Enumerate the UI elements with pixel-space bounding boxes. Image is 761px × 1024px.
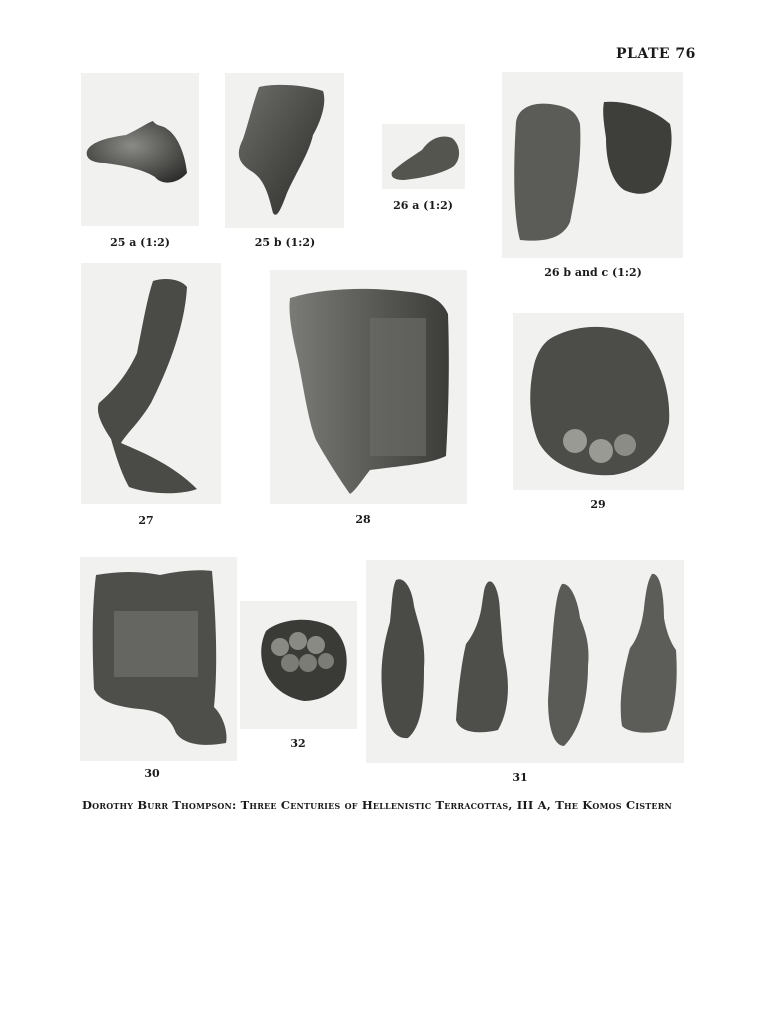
author-name: Dorothy Burr Thompson: <box>82 798 237 812</box>
grape-cluster-fragment-image <box>240 601 357 729</box>
figure-25b-photo <box>225 73 344 228</box>
figure-25a-caption: 25 a (1:2) <box>110 236 170 249</box>
horse-head-fragment-image <box>81 73 199 226</box>
two-fragments-image <box>502 72 683 258</box>
figure-25a-photo <box>81 73 199 226</box>
figure-31-photo <box>366 560 684 763</box>
figure-28-photo <box>270 270 467 504</box>
figure-26bc-photo <box>502 72 683 258</box>
plate-credit-line <box>82 798 692 812</box>
block-fragment-image <box>80 557 237 761</box>
figure-26a-caption: 26 a (1:2) <box>393 199 453 212</box>
figure-31-caption: 31 <box>512 771 528 784</box>
figure-32-caption: 32 <box>290 737 306 750</box>
relief-slab-fragment-image <box>270 270 467 504</box>
figure-30-caption: 30 <box>144 767 160 780</box>
oval-mould-fragment-image <box>513 313 684 490</box>
figure-26a-photo <box>382 124 465 189</box>
figure-26bc-caption: 26 b and c (1:2) <box>544 266 642 279</box>
figure-29-caption: 29 <box>590 498 606 511</box>
figure-25b-caption: 25 b (1:2) <box>254 236 316 249</box>
publication-title: Three Centuries of Hellenistic Terracottas, III A, The Komos Cistern <box>240 798 673 812</box>
figure-27-caption: 27 <box>138 514 154 527</box>
relief-fragment-image <box>225 73 344 228</box>
figure-27-photo <box>81 263 221 504</box>
animal-head-fragment-image <box>382 124 465 189</box>
figure-32-photo <box>240 601 357 729</box>
figure-29-photo <box>513 313 684 490</box>
figure-28-caption: 28 <box>355 513 371 526</box>
leg-hoof-fragment-image <box>81 263 221 504</box>
four-phallic-fragments-image <box>366 560 684 763</box>
plate-title: PLATE 76 <box>616 46 696 62</box>
figure-30-photo <box>80 557 237 761</box>
